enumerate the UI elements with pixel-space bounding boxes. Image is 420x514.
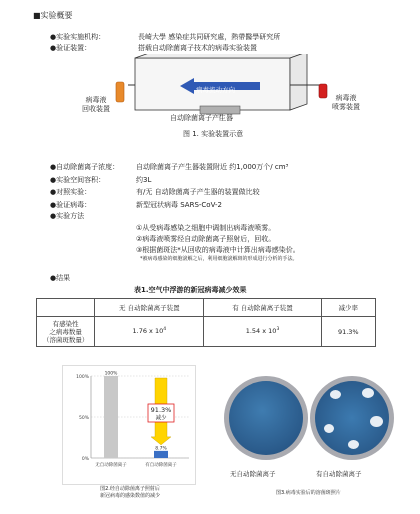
value-reduction: 91.3% (321, 317, 375, 347)
category-label: 有自动除菌离子 (145, 463, 177, 468)
org-value: 長崎大學 感染症共同研究處，熱帶醫學研究所 (138, 33, 281, 41)
plaque-spot (370, 416, 383, 427)
category-label: 无自动除菌离子 (95, 463, 127, 468)
plaque-spot (362, 388, 374, 398)
method-step-2: ②病毒液喷雾经自动除菌离子照射后，回收。 (136, 235, 276, 243)
bar-value-label: 100% (104, 371, 118, 377)
volume-value: 约3L (136, 176, 152, 184)
table-row (37, 317, 376, 347)
dish-label-with: 有自动除菌离子 (316, 470, 362, 478)
section-title: ■实验概要 (33, 11, 73, 20)
bar (104, 376, 118, 458)
device-label: ●验证装置： (50, 44, 92, 52)
spray-device-label: 病毒液 喷雾装置 (332, 94, 360, 111)
reduction-chart (63, 366, 195, 484)
virus-value: 新型冠状病毒 SARS-CoV-2 (136, 201, 222, 209)
plaque-spot (324, 424, 334, 433)
reduction-percent: 91.3% (150, 406, 172, 414)
bar-value-label: 8.7% (155, 446, 167, 452)
method-footnote: *被病毒感染的细胞滚解之后，利用细胞滚解斑的形成进行分析的手法。 (140, 256, 298, 262)
header-reduction: 减少率 (321, 299, 375, 317)
y-tick-label: 50% (78, 415, 89, 421)
bar (154, 451, 168, 458)
chart-frame (62, 365, 196, 485)
chamber-top (135, 54, 307, 58)
header-with: 有 自动除菌离子装置 (204, 299, 321, 317)
control-value: 有/无 自动除菌离子产生器的装置做比较 (136, 188, 260, 196)
y-tick-label: 100% (76, 374, 89, 380)
dish-with (310, 376, 394, 460)
table-header-row (37, 299, 376, 317)
header-empty (37, 299, 95, 317)
row-label: 有感染性 之病毒数量 （溶菌斑数量） (37, 317, 95, 347)
ion-conc-label: ●自动除菌离子浓度： (50, 163, 120, 171)
chamber-side (290, 54, 307, 110)
plaque-spot (330, 390, 341, 399)
generator-label: 自动除菌离子产生器 (170, 114, 233, 122)
results-title: ●结果 (50, 274, 71, 282)
org-label: ●实验实施机构： (50, 33, 106, 41)
figure1-caption: 图 1. 实验装置示意 (183, 130, 244, 138)
ion-conc-value: 自动除菌离子产生器装置附近 约1,000万个/ cm³ (136, 163, 289, 171)
reduction-label: 减少 (155, 415, 167, 422)
header-without: 无 自动除菌离子装置 (95, 299, 204, 317)
device-value: 搭载自动除菌离子技术的病毒实验装置 (138, 44, 257, 52)
dish-label-without: 无自动除菌离子 (230, 470, 276, 478)
ion-generator-icon (200, 106, 240, 114)
method-step-3: ③根据菌斑法*从回收的病毒液中计算出病毒感染价。 (136, 246, 300, 254)
value-with: 1.54 x $10^3$ (204, 317, 321, 347)
results-table (36, 298, 376, 347)
method-label: ●实验方法 (50, 212, 85, 220)
recovery-device-label: 病毒液 回收装置 (82, 96, 110, 113)
table-title: 表1.空气中浮游的新冠病毒减少效果 (134, 286, 247, 294)
dish-without (224, 376, 308, 460)
volume-label: ●实验空间容积： (50, 176, 106, 184)
method-step-1: ①从受病毒感染之细胞中调制出病毒液喷雾。 (136, 224, 276, 232)
value-without: 1.76 x $10^4$ (95, 317, 204, 347)
virus-label: ●验证病毒： (50, 201, 92, 209)
y-tick-label: 0% (81, 456, 89, 462)
plaque-spot (348, 440, 359, 449)
control-label: ●对照实验： (50, 188, 92, 196)
figure2-caption: 图2.经自动除菌离子照射后 新冠病毒的感染数值的减少 (99, 486, 160, 499)
flow-direction-label: 病毒流动方向 (196, 86, 235, 94)
figure3-caption: 图3.病毒实验后的溶菌斑照片 (276, 490, 341, 496)
